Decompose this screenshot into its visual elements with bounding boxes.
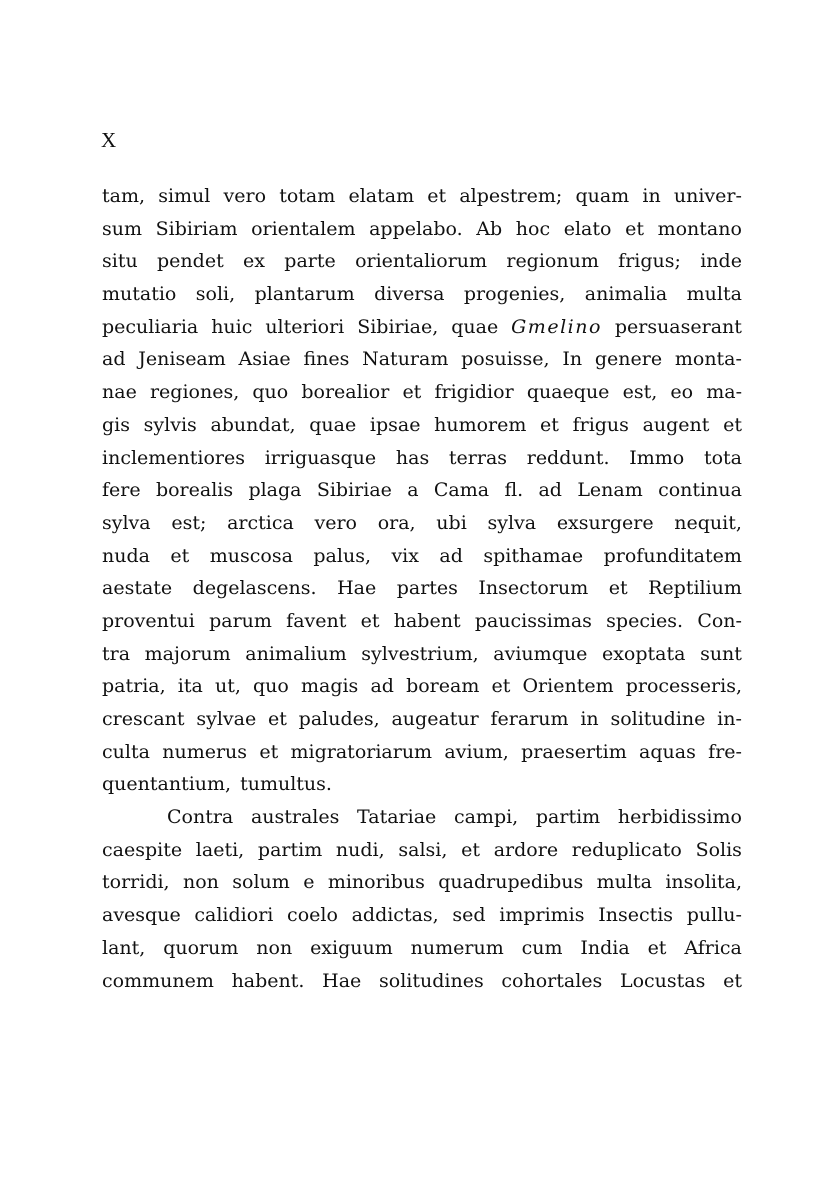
word: univer- bbox=[673, 185, 742, 207]
word: est, bbox=[622, 381, 658, 404]
word: sum bbox=[102, 217, 143, 240]
word: Locustas bbox=[619, 969, 706, 992]
word: degelascens. bbox=[192, 577, 317, 600]
word: regionum bbox=[506, 250, 599, 273]
word: praesertim bbox=[521, 740, 627, 763]
word: solitudines bbox=[379, 969, 484, 992]
word: multa bbox=[686, 283, 742, 306]
word: ulteriori bbox=[265, 315, 345, 338]
word: Gmelino bbox=[511, 315, 602, 338]
word: irriguasque bbox=[264, 446, 377, 469]
word: sylva bbox=[487, 511, 537, 534]
word: profunditatem bbox=[603, 544, 742, 567]
word: ipsae bbox=[369, 413, 421, 436]
word: spithamae bbox=[483, 544, 584, 567]
word: a bbox=[407, 479, 419, 502]
word: quam bbox=[575, 185, 630, 207]
word: Cama bbox=[433, 479, 490, 502]
word: borealior bbox=[301, 381, 390, 404]
word: fre- bbox=[708, 740, 742, 763]
text-line bbox=[102, 899, 742, 932]
word: reduplicato bbox=[571, 838, 682, 861]
word: augeatur bbox=[391, 708, 479, 730]
word: quaeque bbox=[526, 381, 610, 404]
word: in bbox=[642, 185, 661, 207]
word: numerum bbox=[410, 936, 504, 959]
word: paucissimas bbox=[474, 609, 592, 632]
word: laeti, bbox=[195, 838, 245, 861]
word: Insectis bbox=[598, 904, 674, 927]
text-line bbox=[102, 474, 742, 507]
word: Immo bbox=[629, 446, 685, 469]
word: ex bbox=[243, 250, 265, 273]
word: in bbox=[580, 708, 599, 730]
word: et bbox=[427, 185, 447, 207]
word: ut, bbox=[214, 675, 241, 698]
word: avesque bbox=[102, 904, 181, 927]
word: Ab bbox=[476, 217, 503, 240]
word: et bbox=[723, 413, 742, 436]
word: hoc bbox=[515, 217, 551, 240]
word: huic bbox=[211, 315, 253, 338]
word: favent bbox=[286, 609, 347, 632]
word: Sibiriam bbox=[155, 217, 238, 240]
word: sylvae bbox=[196, 708, 257, 730]
word: montano bbox=[657, 217, 742, 240]
word: culta bbox=[102, 740, 150, 763]
word: Reptilium bbox=[648, 577, 742, 600]
word: e bbox=[303, 871, 315, 894]
word: arctica bbox=[227, 511, 294, 534]
word: persuaserant bbox=[614, 315, 742, 338]
word: nae bbox=[102, 381, 137, 404]
text-line bbox=[102, 572, 742, 605]
word: muscosa bbox=[209, 544, 293, 567]
word: Sibiriae, bbox=[357, 315, 439, 338]
word: lant, bbox=[102, 936, 146, 959]
word: ita bbox=[177, 675, 203, 698]
word: India bbox=[580, 936, 630, 959]
word: exiguum bbox=[310, 936, 393, 959]
word: quae bbox=[309, 413, 357, 436]
word: Solis bbox=[695, 838, 742, 861]
text-line bbox=[102, 540, 742, 573]
word: humorem bbox=[434, 413, 527, 436]
word: plaga bbox=[248, 479, 302, 502]
word: alpestrem; bbox=[459, 185, 563, 207]
word: solum bbox=[232, 871, 290, 894]
word: nequit, bbox=[674, 511, 742, 534]
paragraph-start-line bbox=[102, 801, 742, 834]
word: quo bbox=[253, 675, 289, 698]
word: simul bbox=[158, 185, 211, 207]
word: tumultus. bbox=[240, 773, 332, 796]
word: et bbox=[647, 936, 667, 959]
word: tota bbox=[703, 446, 742, 469]
word: frigus; bbox=[618, 250, 681, 273]
word: vero bbox=[223, 185, 267, 207]
word: Jeniseam bbox=[138, 348, 226, 371]
word: multa bbox=[596, 871, 652, 894]
word: regiones, bbox=[149, 381, 240, 404]
word: et bbox=[461, 838, 481, 861]
word: est; bbox=[171, 511, 207, 534]
word: ubi bbox=[436, 511, 467, 534]
word: abundat, bbox=[210, 413, 296, 436]
word: aquas bbox=[639, 740, 696, 763]
text-line bbox=[102, 278, 742, 311]
word: ardore bbox=[493, 838, 559, 861]
word: et bbox=[360, 609, 380, 632]
text-line bbox=[102, 180, 742, 213]
word: in- bbox=[717, 708, 742, 730]
word: fl. bbox=[504, 479, 524, 502]
text-line bbox=[102, 507, 742, 540]
word: calidiori bbox=[194, 904, 274, 927]
word: migratoriarum bbox=[290, 740, 433, 763]
word: aviumque bbox=[493, 642, 588, 665]
paragraph-end-line bbox=[102, 768, 742, 801]
word: habent bbox=[393, 609, 461, 632]
word: non bbox=[256, 936, 293, 959]
word: torridi, bbox=[102, 871, 170, 894]
word: et bbox=[608, 577, 628, 600]
word: nuda bbox=[102, 544, 150, 567]
word: parte bbox=[284, 250, 336, 273]
word: quorum bbox=[163, 936, 239, 959]
word: partim bbox=[535, 806, 601, 829]
word: caespite bbox=[102, 838, 183, 861]
word: peculiaria bbox=[102, 315, 199, 338]
text-line bbox=[102, 932, 742, 965]
word: communem bbox=[102, 969, 214, 992]
word: sunt bbox=[700, 642, 742, 665]
word: ad bbox=[538, 479, 562, 502]
word: posuisse, bbox=[461, 348, 550, 371]
word: non bbox=[182, 871, 219, 894]
word: Sibiriae bbox=[316, 479, 392, 502]
word: orientaliorum bbox=[355, 250, 488, 273]
word: situ bbox=[102, 250, 138, 273]
page-number: X bbox=[101, 128, 118, 152]
word: Tatariae bbox=[357, 806, 437, 829]
word: palus, bbox=[313, 544, 371, 567]
word: avium, bbox=[444, 740, 509, 763]
word: herbidissimo bbox=[617, 806, 742, 829]
word: vero bbox=[314, 511, 357, 534]
word: et bbox=[625, 217, 644, 240]
word: Con- bbox=[697, 609, 742, 632]
word: insolita, bbox=[665, 871, 742, 894]
word: et bbox=[491, 675, 511, 698]
word: quentantium, bbox=[102, 773, 232, 796]
word: numerus bbox=[162, 740, 248, 763]
word: addictas, bbox=[351, 904, 439, 927]
word: minoribus bbox=[327, 871, 425, 894]
word: crescant bbox=[102, 708, 185, 730]
word: sed bbox=[452, 904, 486, 927]
word: quo bbox=[252, 381, 289, 404]
text-line bbox=[102, 703, 742, 736]
word: Asiae bbox=[238, 348, 291, 371]
text-line bbox=[102, 736, 742, 769]
text-line bbox=[102, 213, 742, 246]
word: sylvis bbox=[143, 413, 197, 436]
word: et bbox=[170, 544, 190, 567]
word: inde bbox=[700, 250, 742, 273]
word: imprimis bbox=[499, 904, 585, 927]
word: animalia bbox=[584, 283, 668, 306]
word: inclementiores bbox=[102, 446, 246, 469]
word: elatam bbox=[348, 185, 415, 207]
word: proventui bbox=[102, 609, 195, 632]
text-line bbox=[102, 834, 742, 867]
word: orientalem bbox=[251, 217, 356, 240]
word: paludes, bbox=[298, 708, 380, 730]
word: fere bbox=[102, 479, 141, 502]
word: frigus bbox=[572, 413, 629, 436]
text-line bbox=[102, 866, 742, 899]
word: et bbox=[723, 969, 742, 992]
body-text bbox=[102, 180, 742, 997]
word: In bbox=[562, 348, 583, 371]
word: quadrupedibus bbox=[438, 871, 584, 894]
word: nudi, bbox=[335, 838, 385, 861]
text-line bbox=[102, 409, 742, 442]
word: cum bbox=[521, 936, 563, 959]
word: exsurgere bbox=[556, 511, 654, 534]
word: has bbox=[395, 446, 430, 469]
word: coelo bbox=[287, 904, 338, 927]
word: majorum bbox=[144, 642, 231, 665]
word: et bbox=[540, 413, 559, 436]
text-line bbox=[102, 965, 742, 998]
word: ma- bbox=[706, 381, 742, 404]
word: eo bbox=[670, 381, 694, 404]
word: elato bbox=[563, 217, 612, 240]
word: ferarum bbox=[490, 708, 569, 730]
word: ad bbox=[370, 675, 394, 698]
word: terras bbox=[448, 446, 508, 469]
word: boream bbox=[406, 675, 480, 698]
text-line bbox=[102, 245, 742, 278]
word: solitudine bbox=[610, 708, 706, 730]
word: et bbox=[259, 740, 279, 763]
word: appelabo. bbox=[369, 217, 463, 240]
word: mutatio bbox=[102, 283, 177, 306]
word: parum bbox=[209, 609, 272, 632]
word: partes bbox=[396, 577, 458, 600]
word: australes bbox=[250, 806, 340, 829]
word: pendet bbox=[157, 250, 224, 273]
word: monta- bbox=[674, 348, 742, 371]
text-line bbox=[102, 311, 742, 344]
word: diversa bbox=[374, 283, 445, 306]
word: patria, bbox=[102, 675, 166, 698]
text-line bbox=[102, 442, 742, 475]
word: ora, bbox=[377, 511, 416, 534]
word: totam bbox=[279, 185, 336, 207]
word: vix bbox=[391, 544, 419, 567]
word: plantarum bbox=[254, 283, 355, 306]
word: processeris, bbox=[625, 675, 742, 698]
word: habent. bbox=[231, 969, 305, 992]
word: gis bbox=[102, 413, 130, 436]
word: tra bbox=[102, 642, 131, 665]
word: pullu- bbox=[686, 904, 742, 927]
word: Lenam bbox=[577, 479, 643, 502]
word: species. bbox=[606, 609, 684, 632]
word: et bbox=[268, 708, 287, 730]
word: tam, bbox=[102, 185, 146, 207]
word: reddunt. bbox=[526, 446, 610, 469]
word: continua bbox=[658, 479, 742, 502]
word: ad bbox=[439, 544, 463, 567]
word: animalium bbox=[245, 642, 347, 665]
text-line bbox=[102, 343, 742, 376]
word: Africa bbox=[684, 936, 742, 959]
word: aestate bbox=[102, 577, 173, 600]
word: frigidior bbox=[434, 381, 514, 404]
word: exoptata bbox=[601, 642, 686, 665]
word: partim bbox=[257, 838, 323, 861]
word: ad bbox=[102, 348, 126, 371]
word: Contra bbox=[167, 806, 234, 829]
text-line bbox=[102, 670, 742, 703]
word: Hae bbox=[337, 577, 377, 600]
word: fines bbox=[303, 348, 350, 371]
word: Orientem bbox=[522, 675, 614, 698]
word: progenies, bbox=[463, 283, 566, 306]
text-line bbox=[102, 638, 742, 671]
word: campi, bbox=[453, 806, 519, 829]
word: Naturam bbox=[362, 348, 449, 371]
word: genere bbox=[594, 348, 663, 371]
word: sylvestrium, bbox=[361, 642, 479, 665]
text-line bbox=[102, 376, 742, 409]
word: sylva bbox=[102, 511, 151, 534]
word: Insectorum bbox=[478, 577, 589, 600]
word: soli, bbox=[195, 283, 236, 306]
word: borealis bbox=[155, 479, 234, 502]
word: cohortales bbox=[501, 969, 603, 992]
word: Hae bbox=[322, 969, 362, 992]
word: magis bbox=[300, 675, 359, 698]
word: augent bbox=[642, 413, 710, 436]
word: quae bbox=[451, 315, 499, 338]
word: et bbox=[402, 381, 422, 404]
text-line bbox=[102, 605, 742, 638]
word: salsi, bbox=[398, 838, 448, 861]
